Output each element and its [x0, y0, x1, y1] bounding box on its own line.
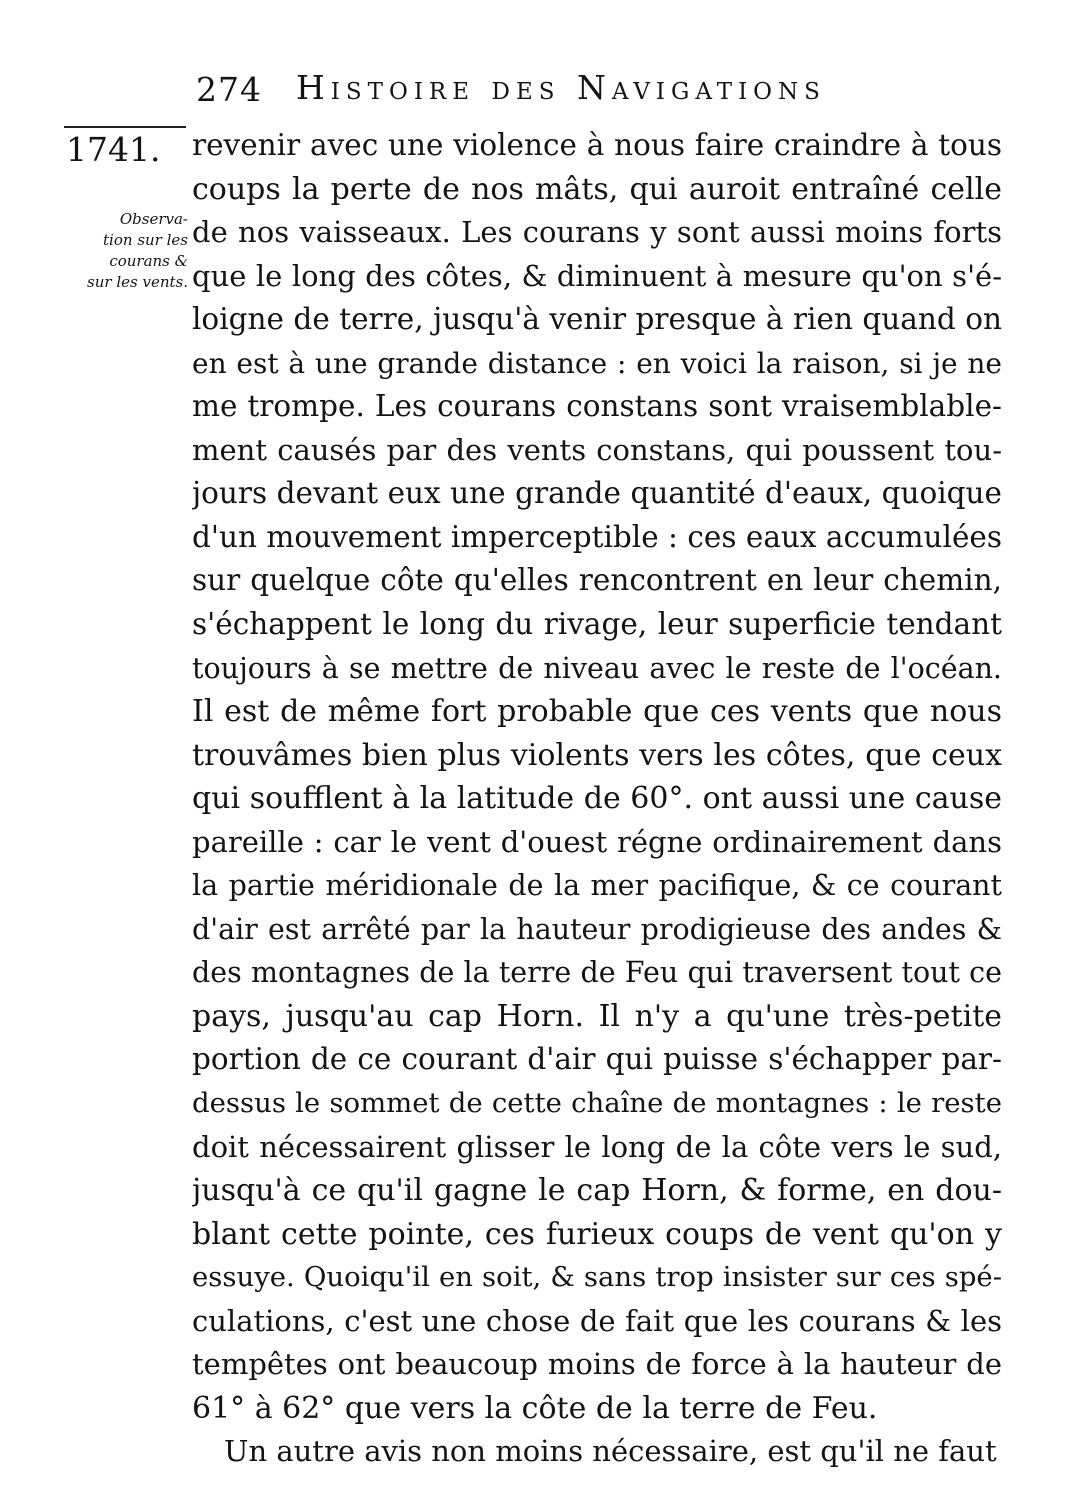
text-line: doit nécessairent glisser le long de la côte vers le sud,: [192, 1129, 1002, 1164]
margin-note-line: tion sur les: [103, 231, 188, 249]
text-line: revenir avec une violence à nous faire craindre à tous: [192, 128, 1002, 162]
text-line: dessus le sommet de cette chaîne de montagnes : le reste: [192, 1087, 1002, 1120]
text-line: jours devant eux une grande quantité d'eaux, quoique: [192, 476, 1002, 511]
text-line: ment causés par des vents constans, qui poussent tou-: [192, 432, 1002, 467]
text-line: jusqu'à ce qu'il gagne le cap Horn, & forme, en dou-: [192, 1173, 1002, 1209]
text-line: qui soufflent à la latitude de 60°. ont aussi une cause: [192, 781, 1002, 817]
text-line: s'échappent le long du rivage, leur superficie tendant: [192, 607, 1002, 642]
text-line: 61° à 62° que vers la côte de la terre de Feu.: [192, 1390, 878, 1426]
margin-rule: [64, 126, 186, 128]
text-line: blant cette pointe, ces furieux coups de vent qu'on y: [192, 1216, 1002, 1252]
margin-note-line: sur les vents.: [87, 273, 188, 291]
text-line: coups la perte de nos mâts, qui auroit entraîné celle: [192, 171, 1002, 207]
text-line: d'un mouvement imperceptible : ces eaux accumulées: [192, 519, 1002, 554]
margin-note: [64, 209, 188, 293]
text-line: des montagnes de la terre de Feu qui traversent tout ce: [192, 956, 1002, 990]
text-line: toujours à se mettre de niveau avec le reste de l'océan.: [192, 651, 1002, 685]
page-header: [196, 68, 996, 112]
body-text: [192, 124, 1002, 1474]
text-line: essuye. Quoiqu'il en soit, & sans trop insister sur ces spé-: [192, 1261, 1002, 1294]
text-line: culations, c'est une chose de fait que les courans & les: [192, 1303, 1002, 1338]
text-line: la partie méridionale de la mer pacifique, & ce courant: [192, 869, 1002, 903]
margin-year: 1741.: [66, 130, 161, 169]
text-line: pareille : car le vent d'ouest régne ordinairement dans: [192, 824, 1002, 859]
text-line: trouvâmes bien plus violents vers les côtes, que ceux: [192, 737, 1002, 773]
text-line: me trompe. Les courans constans sont vraisemblable-: [192, 389, 1002, 424]
margin-note-line: courans &: [109, 252, 188, 270]
page-number: 274: [196, 70, 262, 109]
text-line: portion de ce courant d'air qui puisse s'échapper par-: [192, 1042, 1002, 1077]
text-line: Il est de même fort probable que ces vents que nous: [192, 694, 1002, 730]
text-line: que le long des côtes, & diminuent à mesure qu'on s'é-: [192, 258, 1002, 293]
text-line: tempêtes ont beaucoup moins de force à la hauteur de: [192, 1347, 1002, 1382]
text-line: Un autre avis non moins nécessaire, est qu'il ne faut: [224, 1434, 997, 1469]
margin-note-line: Observa-: [119, 210, 188, 228]
text-line: de nos vaisseaux. Les courans y sont aussi moins forts: [192, 215, 1002, 250]
text-line: en est à une grande distance : en voici la raison, si je ne: [192, 346, 1002, 380]
text-line: d'air est arrêté par la hauteur prodigieuse des andes &: [192, 912, 1002, 946]
text-line: pays, jusqu'au cap Horn. Il n'y a qu'une très-petite: [192, 998, 1002, 1034]
text-line: sur quelque côte qu'elles rencontrent en leur chemin,: [192, 563, 1002, 598]
running-title: Histoire des Navigations: [296, 68, 826, 107]
text-line: loigne de terre, jusqu'à venir presque à rien quand on: [192, 302, 1002, 337]
